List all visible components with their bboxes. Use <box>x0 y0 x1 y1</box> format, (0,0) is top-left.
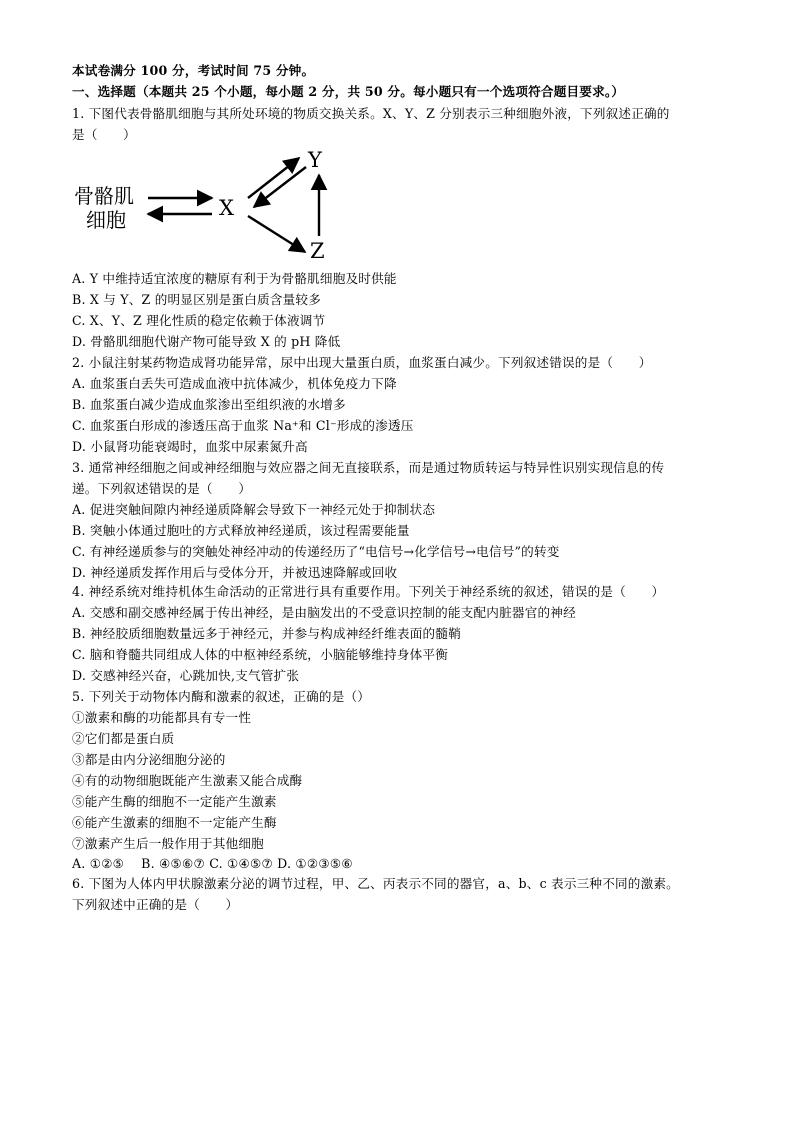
x-label: X <box>219 196 234 220</box>
z-label: Z <box>310 239 325 263</box>
q5-stem: 5. 下列关于动物体内酶和激素的叙述，正确的是（） <box>72 689 371 704</box>
cell-label-line1: 骨骼肌 <box>74 184 134 208</box>
q1-stem-line2: 是（ ） <box>72 127 136 142</box>
q4-option-a: A. 交感和副交感神经属于传出神经，是由脑发出的不受意识控制的能支配内脏器官的神经 <box>72 605 576 620</box>
q1-stem-line1: 1. 下图代表骨骼肌细胞与其所处环境的物质交换关系。X、Y、Z 分别表示三种细胞外液，下列叙述正确的 <box>72 106 670 121</box>
q2-option-a: A. 血浆蛋白丢失可造成血液中抗体减少，机体免疫力下降 <box>72 376 397 391</box>
q1-option-c: C. X、Y、Z 理化性质的稳定依赖于体液调节 <box>72 313 326 328</box>
q5-statement-3: ③都是由内分泌细胞分泌的 <box>72 752 226 767</box>
q5-statement-2: ②它们都是蛋白质 <box>72 731 175 746</box>
exam-info: 本试卷满分 100 分，考试时间 75 分钟。 <box>72 63 315 78</box>
y-label: Y <box>308 150 322 172</box>
q2-stem: 2. 小鼠注射某药物造成肾功能异常，尿中出现大量蛋白质，血浆蛋白减少。下列叙述错误的是（ ） <box>72 355 652 370</box>
q5-options: A. ①②⑤ B. ④⑤⑥⑦ C. ①④⑤⑦ D. ①②③⑤⑥ <box>72 856 353 871</box>
q3-stem-line1: 3. 通常神经细胞之间或神经细胞与效应器之间无直接联系，而是通过物质转运与特异性识别实现信息的传 <box>72 460 665 475</box>
q3-option-b: B. 突触小体通过胞吐的方式释放神经递质，该过程需要能量 <box>72 523 410 538</box>
q4-stem: 4. 神经系统对维持机体生命活动的正常进行具有重要作用。下列关于神经系统的叙述，错误的是（ ） <box>72 584 665 599</box>
q5-statement-4: ④有的动物细胞既能产生激素又能合成酶 <box>72 773 303 788</box>
q3-option-c: C. 有神经递质参与的突触处神经冲动的传递经历了“电信号→化学信号→电信号”的转变 <box>72 544 560 559</box>
q1-option-d: D. 骨骼肌细胞代谢产物可能导致 X 的 pH 降低 <box>72 334 341 349</box>
q6-stem-line1: 6. 下图为人体内甲状腺激素分泌的调节过程，甲、乙、丙表示不同的器官，a、b、c 表示三种不同的激素。 <box>72 876 679 891</box>
cell-label-line2: 细胞 <box>86 208 126 232</box>
q1-option-b: B. X 与 Y、Z 的明显区别是蛋白质含量较多 <box>72 292 322 307</box>
q3-stem-line2: 递。下列叙述错误的是（ ） <box>72 481 252 496</box>
q2-option-b: B. 血浆蛋白减少造成血浆渗出至组织液的水增多 <box>72 397 346 412</box>
q6-stem-line2: 下列叙述中正确的是（ ） <box>72 897 239 912</box>
q3-option-a: A. 促进突触间隙内神经递质降解会导致下一神经元处于抑制状态 <box>72 502 436 517</box>
section-title: 一、选择题（本题共 25 个小题，每小题 2 分，共 50 分。每小题只有一个选项符合题目要求。） <box>72 84 625 99</box>
q4-option-d: D. 交感神经兴奋，心跳加快,支气管扩张 <box>72 668 300 683</box>
q2-option-d: D. 小鼠肾功能衰竭时，血浆中尿素氮升高 <box>72 439 308 454</box>
q5-statement-7: ⑦激素产生后一般作用于其他细胞 <box>72 836 264 851</box>
q5-statement-6: ⑥能产生激素的细胞不一定能产生酶 <box>72 815 277 830</box>
q4-option-b: B. 神经胶质细胞数量远多于神经元，并参与构成神经纤维表面的髓鞘 <box>72 626 461 641</box>
q5-statement-5: ⑤能产生酶的细胞不一定能产生激素 <box>72 794 277 809</box>
arrow-x-to-z <box>248 216 305 252</box>
q2-option-c: C. 血浆蛋白形成的渗透压高于血浆 Na⁺和 Cl⁻形成的渗透压 <box>72 418 414 433</box>
q1-option-a: A. Y 中维持适宜浓度的糖原有利于为骨骼肌细胞及时供能 <box>72 271 397 286</box>
q3-option-d: D. 神经递质发挥作用后与受体分开，并被迅速降解或回收 <box>72 565 398 580</box>
q4-option-c: C. 脑和脊髓共同组成人体的中枢神经系统，小脑能够维持身体平衡 <box>72 647 449 662</box>
q1-exchange-diagram <box>70 150 350 265</box>
q5-statement-1: ①激素和酶的功能都具有专一性 <box>72 710 252 725</box>
